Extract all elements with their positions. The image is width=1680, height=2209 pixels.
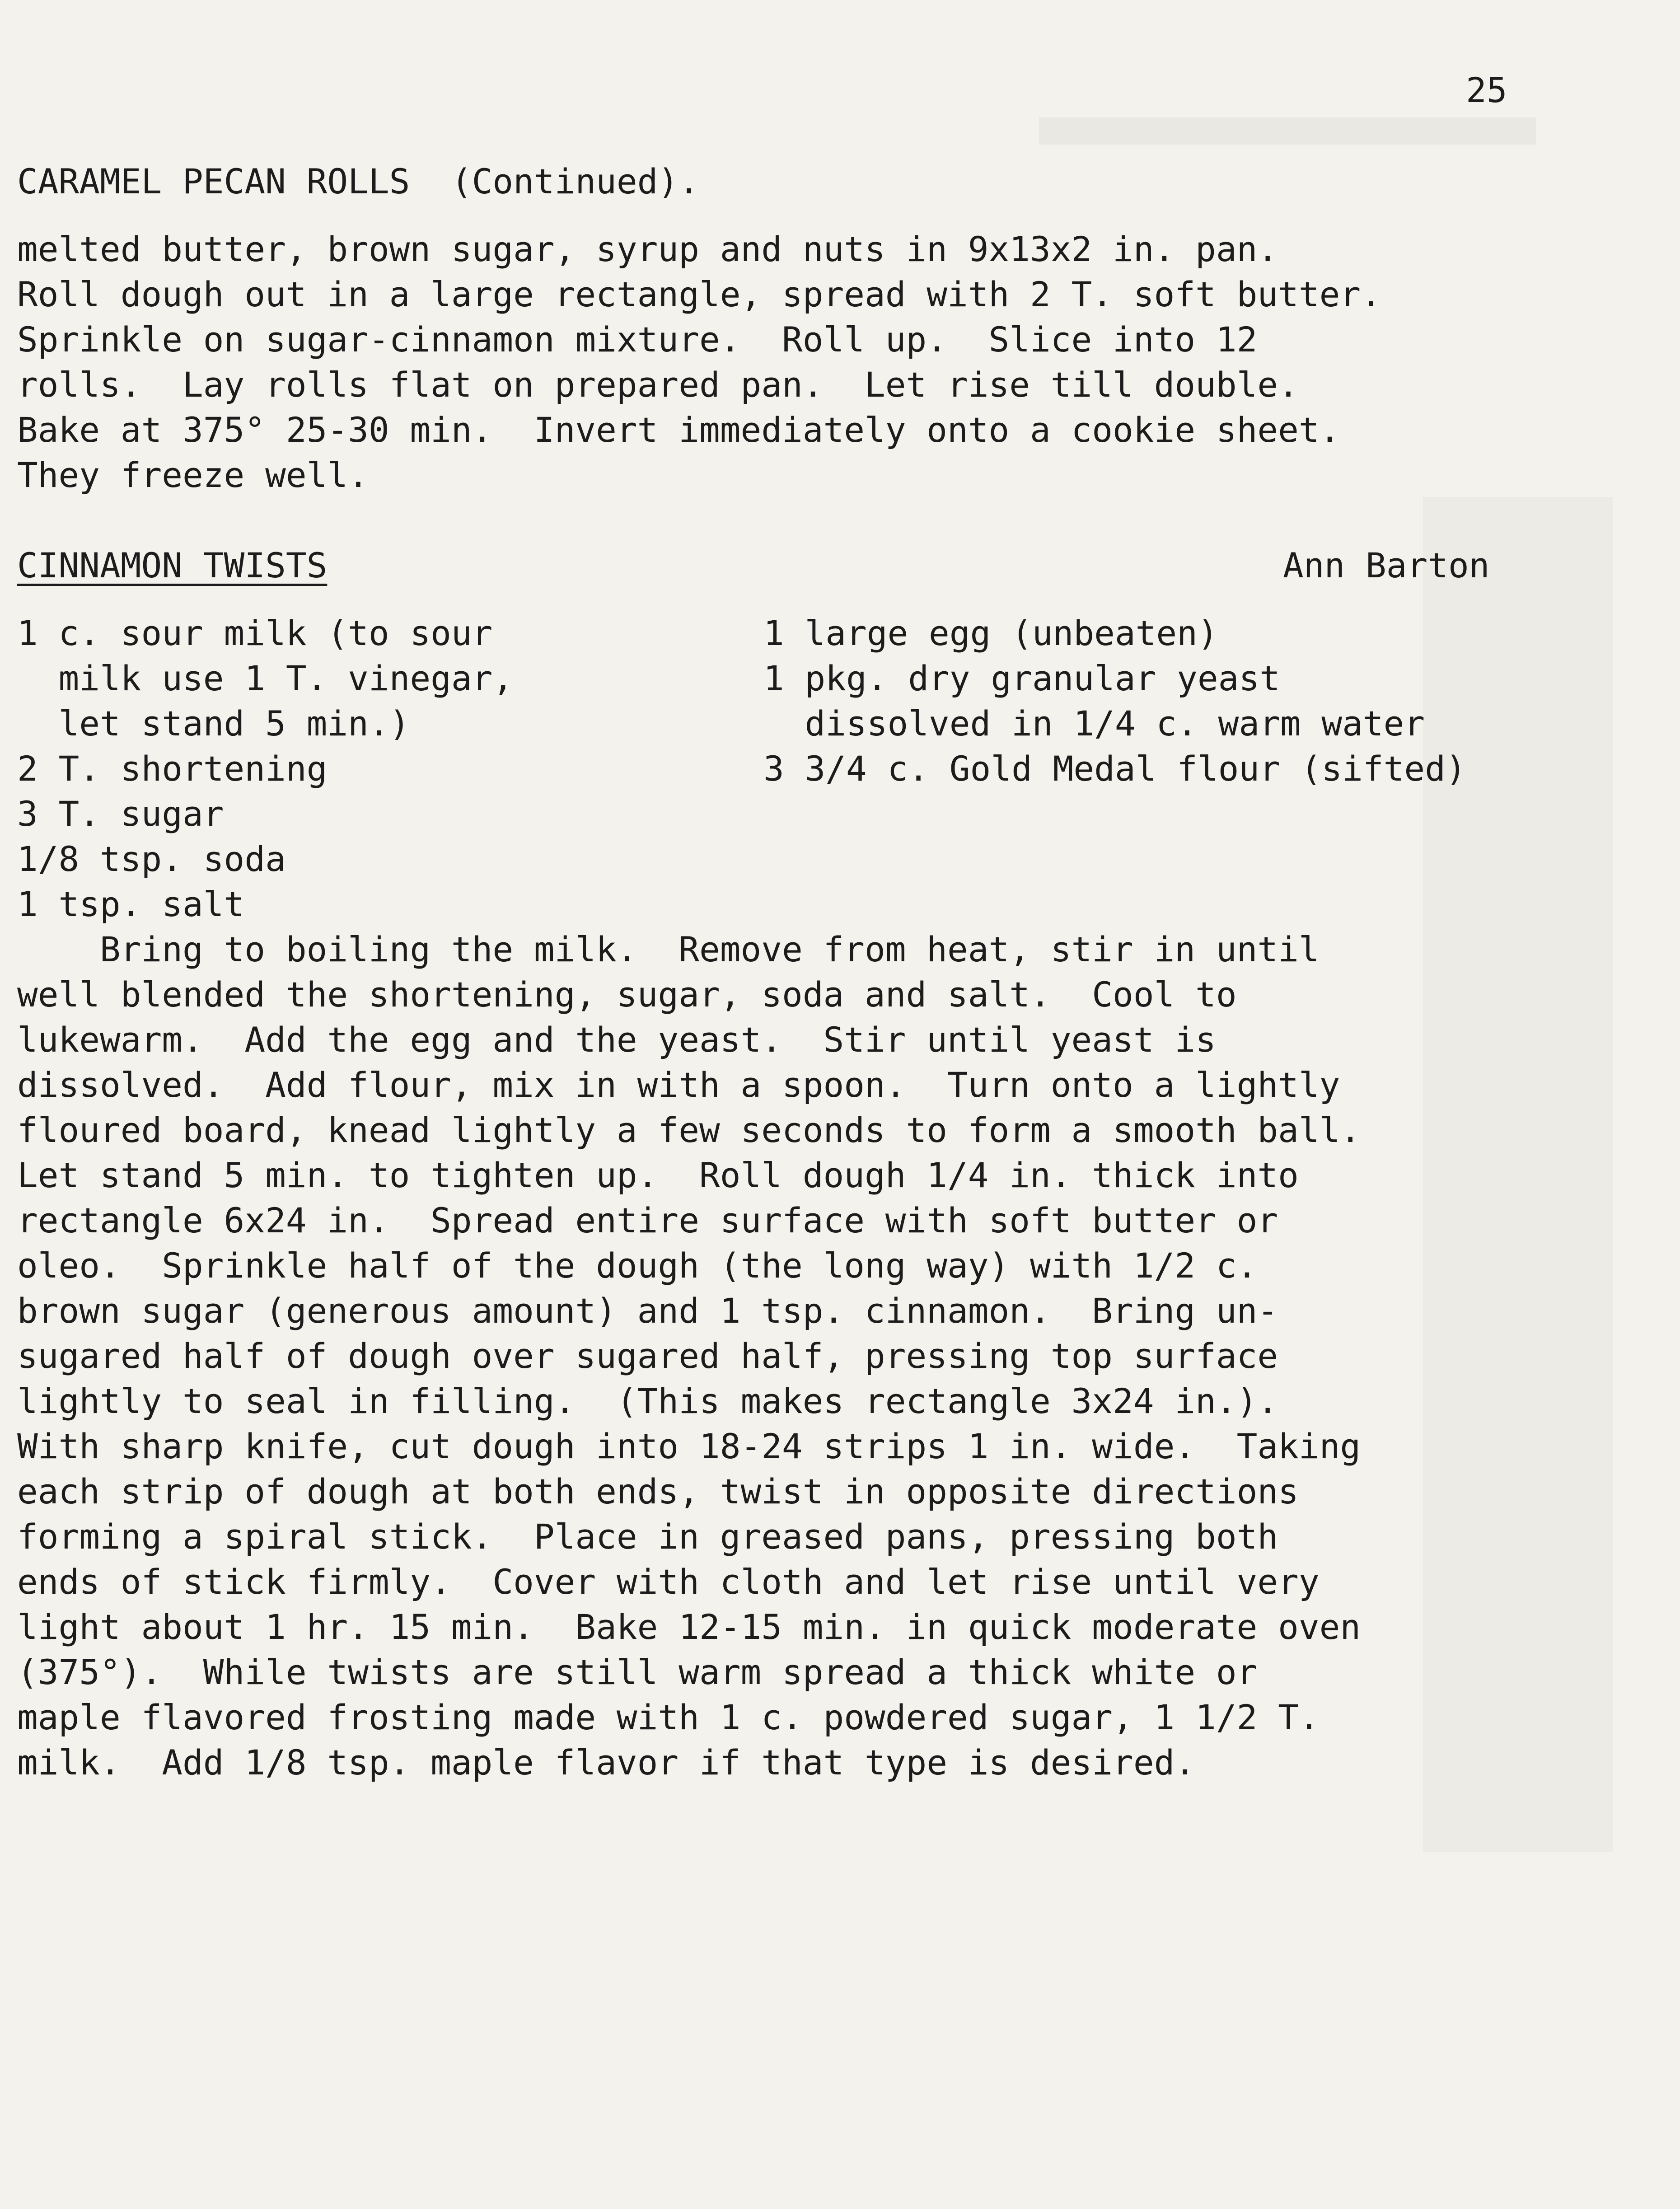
- ingredient-item: dissolved in 1/4 c. warm water: [763, 703, 1425, 744]
- page-number: 25: [1466, 70, 1507, 110]
- recipe-title: CINNAMON TWISTS: [17, 545, 328, 585]
- ingredient-item: 1/8 tsp. soda: [17, 839, 286, 879]
- caramel-line: Sprinkle on sugar-cinnamon mixture. Roll up. Slice into 12: [17, 319, 1258, 360]
- direction-line: milk. Add 1/8 tsp. maple flavor if that type is desired.: [17, 1742, 1196, 1783]
- ingredient-item: 1 pkg. dry granular yeast: [763, 658, 1280, 698]
- direction-line: With sharp knife, cut dough into 18-24 strips 1 in. wide. Taking: [17, 1426, 1361, 1466]
- direction-line: lukewarm. Add the egg and the yeast. Stir until yeast is: [17, 1020, 1216, 1060]
- direction-line: dissolved. Add flour, mix in with a spoon. Turn onto a lightly: [17, 1065, 1340, 1105]
- direction-line: light about 1 hr. 15 min. Bake 12-15 min. in quick moderate oven: [17, 1607, 1361, 1647]
- ingredient-item: milk use 1 T. vinegar,: [17, 658, 514, 698]
- caramel-line: melted butter, brown sugar, syrup and nuts in 9x13x2 in. pan.: [17, 229, 1278, 269]
- caramel-heading: CARAMEL PECAN ROLLS (Continued).: [17, 161, 699, 201]
- direction-line: brown sugar (generous amount) and 1 tsp. cinnamon. Bring un-: [17, 1291, 1278, 1331]
- direction-line: each strip of dough at both ends, twist in opposite directions: [17, 1471, 1299, 1512]
- direction-line: lightly to seal in filling. (This makes rectangle 3x24 in.).: [17, 1381, 1278, 1421]
- caramel-line: They freeze well.: [17, 455, 369, 495]
- ingredient-item: 3 3/4 c. Gold Medal flour (sifted): [763, 749, 1466, 789]
- bleed-through-shadow: [1423, 497, 1613, 1852]
- caramel-line: rolls. Lay rolls flat on prepared pan. Let rise till double.: [17, 365, 1299, 405]
- caramel-line: Roll dough out in a large rectangle, spread with 2 T. soft butter.: [17, 274, 1381, 314]
- ingredient-item: 1 c. sour milk (to sour: [17, 613, 493, 653]
- recipe-author: Ann Barton: [1283, 545, 1490, 585]
- direction-line: maple flavored frosting made with 1 c. powdered sugar, 1 1/2 T.: [17, 1697, 1320, 1737]
- direction-line: ends of stick firmly. Cover with cloth and let rise until very: [17, 1562, 1320, 1602]
- direction-line: well blended the shortening, sugar, soda and salt. Cool to: [17, 974, 1237, 1015]
- direction-line: oleo. Sprinkle half of the dough (the long way) with 1/2 c.: [17, 1245, 1258, 1286]
- bleed-through-shadow: [1039, 117, 1536, 145]
- direction-line: Let stand 5 min. to tighten up. Roll dough 1/4 in. thick into: [17, 1155, 1299, 1195]
- direction-line: Bring to boiling the milk. Remove from heat, stir in until: [17, 929, 1320, 969]
- ingredient-item: 1 large egg (unbeaten): [763, 613, 1218, 653]
- ingredient-item: 1 tsp. salt: [17, 884, 245, 924]
- direction-line: floured board, knead lightly a few seconds to form a smooth ball.: [17, 1110, 1361, 1150]
- direction-line: sugared half of dough over sugared half, pressing top surface: [17, 1336, 1278, 1376]
- ingredient-item: 2 T. shortening: [17, 749, 328, 789]
- ingredient-item: let stand 5 min.): [17, 703, 410, 744]
- caramel-line: Bake at 375° 25-30 min. Invert immediately onto a cookie sheet.: [17, 410, 1340, 450]
- direction-line: rectangle 6x24 in. Spread entire surface with soft butter or: [17, 1200, 1278, 1240]
- direction-line: forming a spiral stick. Place in greased pans, pressing both: [17, 1516, 1278, 1557]
- direction-line: (375°). While twists are still warm spread a thick white or: [17, 1652, 1258, 1692]
- ingredient-item: 3 T. sugar: [17, 794, 224, 834]
